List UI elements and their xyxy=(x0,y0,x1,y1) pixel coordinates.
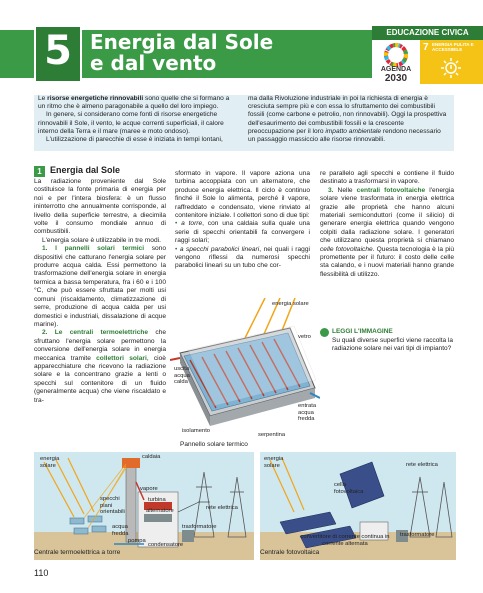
label-condensatore: condensatore xyxy=(148,542,184,548)
intro-box xyxy=(34,95,454,151)
caption-tower: Centrale termoelettrica a torre xyxy=(34,549,121,556)
sdg-goal-number: 7 xyxy=(423,42,429,53)
chapter-header xyxy=(0,0,483,85)
text-column-3 xyxy=(320,170,454,279)
label-trasformatore-2: trasformatore xyxy=(400,532,435,538)
label-pompa: pompa xyxy=(128,538,146,544)
col2-bullet2: • a specchi parabolici lineari, nei quali i raggi vengono riflessi da numerosi specchi parabolici lineari su un tubo che cor- xyxy=(175,245,310,270)
label-energia-solare-2: energia solare xyxy=(40,456,60,469)
col1-p1: La radiazione proveniente dal Sole costituisce la fonte primaria di energia per noi e per l'intera biosfera: è un flusso ininterrotto che annualmente corrisponde, al livello della superficie terrestre, a diecimila volte il consumo mondiale annuo di combustibili. xyxy=(34,178,166,236)
section-number: 1 xyxy=(34,166,45,177)
sdg-goal-text: ENERGIA PULITA E ACCESSIBILE xyxy=(432,42,474,52)
leggi-question: Su quali diverse superfici viene raccolta la radiazione solare nei vari tipi di impianto? xyxy=(332,337,454,352)
label-alternatore: alternatore xyxy=(146,508,174,514)
label-vetro: vetro xyxy=(298,334,311,340)
intro-p2: In genere, si considerano come fonti di risorse energetiche rinnovabili il Sole, il vento, le acque correnti superficiali, il calore interno della Terra e il mare (maree e moto ondoso). xyxy=(38,111,224,135)
label-caldaia: caldaia xyxy=(142,454,161,460)
agenda-year: 2030 xyxy=(384,73,408,84)
agenda-label: AGENDA xyxy=(380,66,412,73)
label-serpentina: serpentina xyxy=(258,432,286,438)
sdg-wheel-icon xyxy=(384,43,408,67)
page-number: 110 xyxy=(34,568,49,578)
label-vapore: vapore xyxy=(140,486,158,492)
intro-p3: L'utilizzazione di parecchie di esse è iniziata in tempi lontani, xyxy=(46,136,223,144)
chapter-title-line1: Energia dal Sole xyxy=(90,30,274,54)
caption-pv: Centrale fotovoltaica xyxy=(260,549,320,556)
label-energia-solare-1: energia solare xyxy=(272,301,309,307)
label-isolamento: isolamento xyxy=(182,428,211,434)
label-rete-elettrica-1: rete elettrica xyxy=(206,505,238,511)
label-trasformatore-1: trasformatore xyxy=(182,524,217,530)
label-turbina: turbina xyxy=(148,497,166,503)
col1-p2: L'energia solare è utilizzabile in tre modi. xyxy=(42,236,161,244)
label-entrata-acqua: entrata acqua fredda xyxy=(298,403,317,422)
text-column-1 xyxy=(34,178,166,405)
label-convertitore: convertitore di corrente continua in corrente alternata xyxy=(300,534,390,547)
text-column-2 xyxy=(175,170,310,271)
label-rete-elettrica-2: rete elettrica xyxy=(406,462,438,468)
col2-p1: sformato in vapore. Il vapore aziona una turbina accoppiata con un alternatore, che produce energia elettrica. Il ciclo è continuo finché il Sole lo alimenta, perché il vapore, raffreddato e condensato, viene rinviato al contenitore iniziale. I collettori sono di due tipi: xyxy=(175,170,310,220)
col2-bullet1: • a torre, con una caldaia sulla quale una serie di specchi orientabili fa convergere i raggi solari; xyxy=(175,220,310,245)
section-title: Energia dal Sole xyxy=(50,165,121,175)
leggi-title: LEGGI L'IMMAGINE xyxy=(332,328,393,335)
label-acqua-fredda: acqua fredda xyxy=(112,524,129,537)
label-uscita-acqua: uscita acqua calda xyxy=(174,366,190,385)
label-energia-solare-3: energia solare xyxy=(264,456,284,469)
chapter-title-line2: e dal vento xyxy=(90,51,217,75)
eye-icon xyxy=(320,328,329,337)
col1-p3: 1. I pannelli solari termici sono dispositivi che catturano l'energia solare per produrre acqua calda. Essi permettono la trasformazione dell'energia solare in energia termica a bassa temperatura, fra i 60 e i 100 °C, che può essere sfruttata per molti usi comuni (riscaldamento, climatizzazione di serre, produzione di acqua calda per usi domestici e industriali, dissalazione di acque marine). xyxy=(34,245,166,328)
chapter-number: 5 xyxy=(44,28,72,74)
col1-p4: 2. Le centrali termoelettriche che sfruttano l'energia solare permettono la conversione dell'energia solare in energia meccanica tramite collettori solari, cioè apparecchiature che ricevono la radiazione solare e la concentrano grazie a lenti o specchi sul contenitore di un fluido (generalmente acqua) che viene riscaldato e tra- xyxy=(34,329,166,404)
intro-left xyxy=(38,95,238,144)
label-cella-fotovoltaica: cella fotovoltaica xyxy=(334,482,364,495)
intro-p1: Le risorse energetiche rinnovabili sono quelle che si formano a un ritmo che è almeno paragonabile a quello del loro impiego. xyxy=(38,95,230,111)
sun-power-icon xyxy=(440,57,462,79)
col3-p1: re parallelo agli specchi e contiene il fluido destinato a trasformarsi in vapore. xyxy=(320,170,454,186)
intro-right xyxy=(248,95,448,144)
label-specchi: specchi piani orientabili xyxy=(100,496,125,515)
intro-p4: ma dalla Rivoluzione industriale in poi la richiesta di energia è cresciuta sempre più e con essa lo sfruttamento dei combustibili fossili (come carbone e petrolio, non rinnovabili). Oggi la prospettiva dell'esaurimento dei combustibili fossili e la crescente preoccupazione per il loro impatto ambientale rendono necessario un passaggio massiccio alle risorse rinnovabili. xyxy=(248,95,447,144)
caption-solar-panel: Pannello solare termico xyxy=(180,441,248,448)
chapter-title xyxy=(90,32,360,74)
civica-label: EDUCAZIONE CIVICA xyxy=(372,26,483,40)
col3-p2: 3. Nelle centrali fotovoltaiche l'energia solare viene trasformata in energia elettrica grazie alle proprietà che hanno alcuni materiali semiconduttori (come il silicio) di generare energia elettrica quando vengono colpiti dalla radiazione solare. I generatori che utilizzano questa proprietà si chiamano celle fotovoltaiche. Questa tecnologia è la più promettente per il futuro: il costo delle celle sta calando, e i nuovi materiali hanno grande flessibilità di utilizzo. xyxy=(320,186,454,278)
